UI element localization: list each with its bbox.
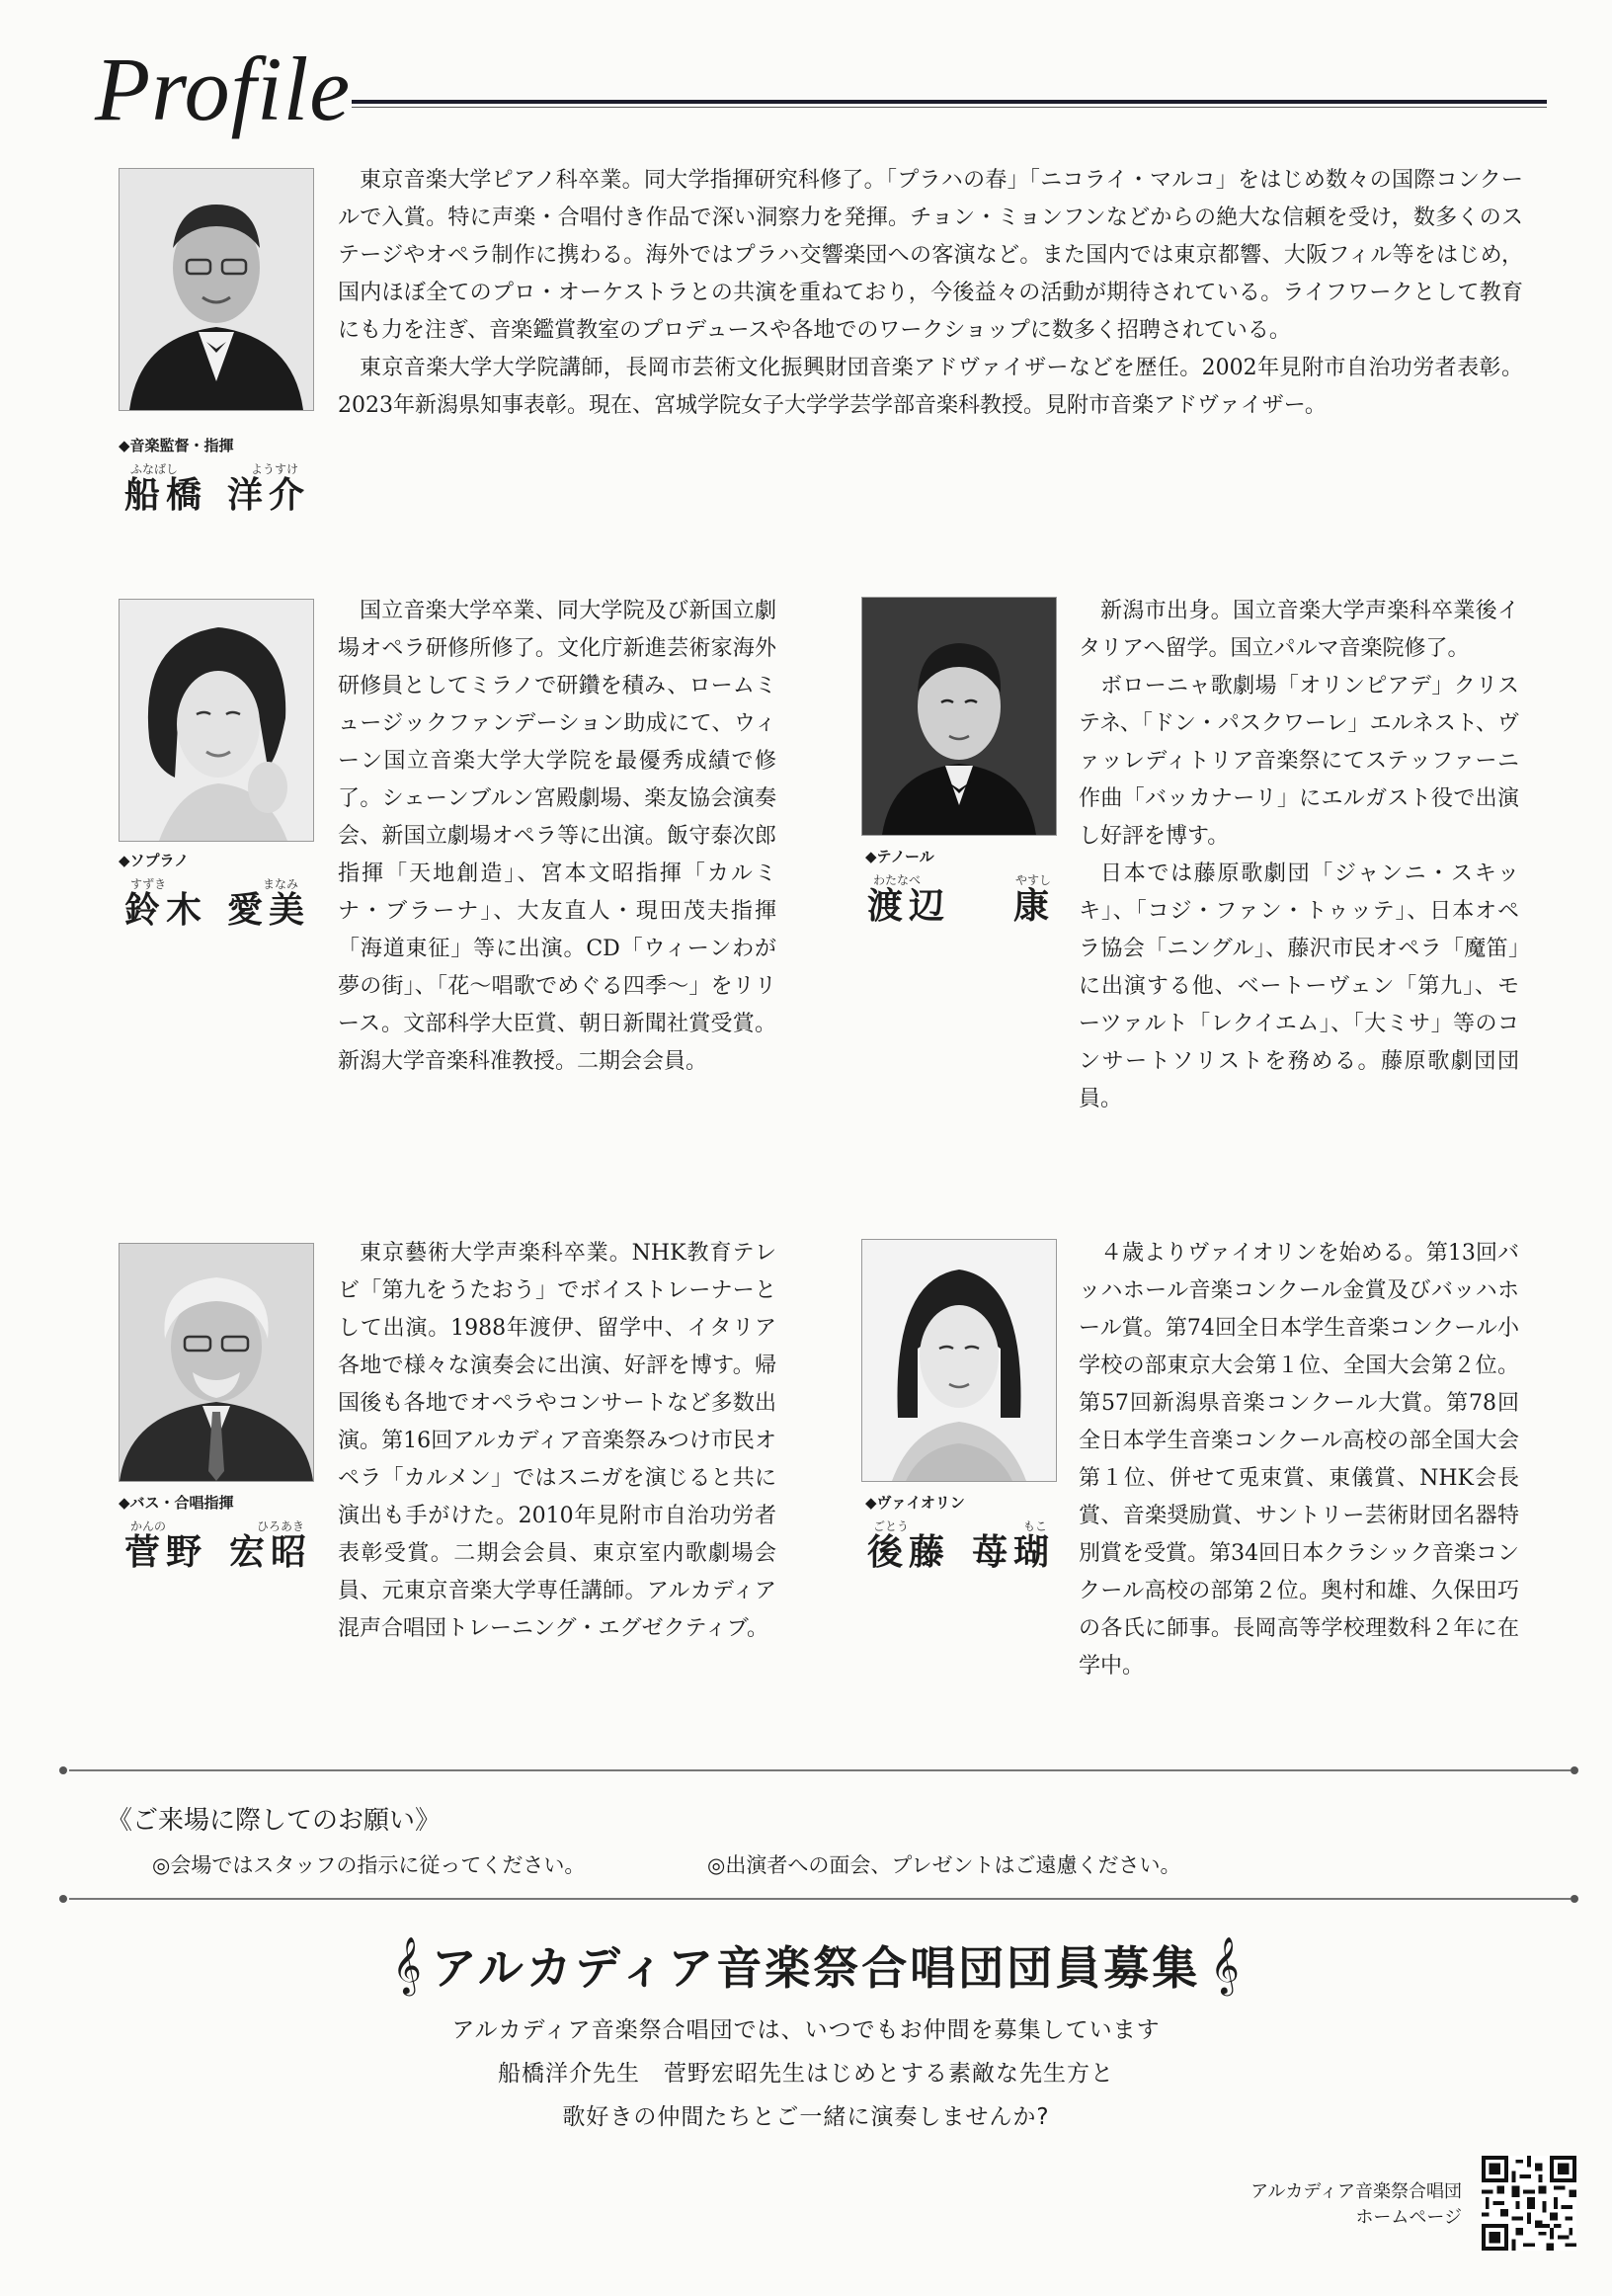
tenor-photo — [861, 597, 1057, 836]
name-given: 宏昭 — [228, 1531, 312, 1573]
notice-item: ◎会場ではスタッフの指示に従ってください。 — [152, 1853, 586, 1877]
homepage-line: アルカディア音楽祭合唱団 — [1250, 2181, 1462, 2202]
profile-bio — [338, 162, 1523, 425]
bass-photo — [119, 1243, 314, 1482]
violin-photo — [861, 1239, 1057, 1482]
divider-rule — [69, 1769, 1571, 1771]
name-given: 苺瑚 — [971, 1531, 1055, 1573]
profile-bio — [1079, 593, 1519, 1118]
profile-bio — [338, 1235, 776, 1648]
rule-dot-left — [59, 1895, 67, 1903]
ruby-family: わたなべ — [873, 873, 922, 887]
bio-paragraph: ボローニャ歌劇場「オリンピアデ」クリステネ、「ドン・パスクワーレ」エルネスト、ヴァッレディトリア音楽祭にてステッファーニ作曲「バッカナーリ」にエルガスト役で出演し好評を博す。 — [1079, 674, 1519, 849]
profile-role: ◆音楽監督・指揮 — [119, 437, 234, 454]
ruby-given: まなみ — [262, 877, 298, 891]
recruit-line: アルカディア音楽祭合唱団では、いつでもお仲間を募集しています — [451, 2017, 1161, 2043]
recruit-line: 船橋洋介先生 菅野宏昭先生はじめとする素敵な先生方と — [498, 2061, 1114, 2087]
treble-clef-icon: 𝄞 — [392, 1935, 422, 1994]
qr-code-icon[interactable] — [1482, 2156, 1576, 2251]
name-family: 渡辺 — [867, 885, 951, 927]
profile-name — [867, 887, 1055, 927]
bio-paragraph: ４歳よりヴァイオリンを始める。第13回バッハホール音楽コンクール金賞及びバッハホール賞。第74回全日本学生音楽コンクール小学校の部東京大会第１位、全国大会第２位。第57回新潟県音楽コンクール大賞。第78回全日本学生音楽コンクール高校の部全国大会第１位、併せて兎束賞、東儀賞、NHK会長賞、音楽奨励賞、サントリー芸術財団名器特別賞を受賞。第34回日本クラシック音楽コンクール高校の部第２位。奥村和雄、久保田巧の各氏に師事。長岡高等学校理数科２年に在学中。 — [1079, 1241, 1519, 1679]
divider-rule — [69, 1898, 1571, 1900]
page-title: Profile — [95, 39, 352, 139]
rule-dot-right — [1571, 1895, 1578, 1903]
recruit-heading — [292, 1932, 1339, 1998]
ruby-family: かんの — [130, 1519, 167, 1533]
bio-paragraph: 日本では藤原歌劇団「ジャンニ・スキッキ」、「コジ・ファン・トゥッテ」、日本オペラ協会「ニングル」、藤沢市民オペラ「魔笛」に出演する他、ベートーヴェン「第九」、モーツァルト「レクイエム」、「大ミサ」等のコンサートソリストを務める。藤原歌劇団団員。 — [1079, 861, 1519, 1111]
name-given: 康 — [1012, 885, 1055, 927]
name-given: 愛美 — [226, 889, 310, 931]
bio-paragraph: 東京藝術大学声楽科卒業。NHK教育テレビ「第九をうたおう」でボイストレーナーとして出演。1988年渡伊、留学中、イタリア各地で様々な演奏会に出演、好評を博す。帰国後も各地でオペラやコンサートなど多数出演。第16回アルカディア音楽祭みつけ市民オペラ「カルメン」ではスニガを演じると共に演出も手がけた。2010年見附市自治功労者表彰受賞。二期会会員、東京室内歌劇場会員、元東京音楽大学専任講師。アルカディア混声合唱団トレーニング・エグゼクティブ。 — [338, 1241, 776, 1641]
notice-item: ◎出演者への面会、プレゼントはご遠慮ください。 — [707, 1853, 1181, 1877]
name-given: 洋介 — [226, 474, 310, 516]
ruby-family: すずき — [130, 877, 167, 891]
profile-role: ◆バス・合唱指揮 — [119, 1494, 234, 1512]
profile-name — [867, 1533, 1055, 1573]
bio-paragraph: 国立音楽大学卒業、同大学院及び新国立劇場オペラ研修所修了。文化庁新進芸術家海外研修員としてミラノで研鑽を積み、ロームミュージックファンデーション助成にて、ウィーン国立音楽大学大学院を最優秀成績で修了。シェーンブルン宮殿劇場、楽友協会演奏会、新国立劇場オペラ等に出演。飯守泰次郎指揮「天地創造」、宮本文昭指揮「カルミナ・ブラーナ」、大友直人・現田茂夫指揮「海道東征」等に出演。CD「ウィーンわが夢の街」、「花～唱歌でめぐる四季～」をリリース。文部科学大臣賞、朝日新聞社賞受賞。新潟大学音楽科准教授。二期会会員。 — [338, 599, 776, 1074]
header-rule — [352, 100, 1547, 104]
profile-bio — [338, 593, 776, 1081]
ruby-given: ようすけ — [250, 462, 298, 476]
profile-name — [124, 1533, 312, 1573]
profile-role: ◆ヴァイオリン — [865, 1494, 965, 1512]
name-family: 船橋 — [124, 474, 208, 516]
rule-dot-left — [59, 1766, 67, 1774]
homepage-line: ホームページ — [1355, 2207, 1462, 2228]
homepage-caption — [1136, 2179, 1462, 2231]
profile-name — [124, 476, 310, 516]
ruby-given: ひろあき — [256, 1519, 304, 1533]
name-family: 鈴木 — [124, 889, 208, 931]
recruit-line: 歌好きの仲間たちとご一緒に演奏しませんか? — [562, 2104, 1050, 2130]
recruit-title: アルカディア音楽祭合唱団団員募集 — [431, 1941, 1201, 1995]
name-family: 後藤 — [867, 1531, 951, 1573]
ruby-given: やすし — [1014, 873, 1051, 887]
header-rule-thin — [352, 107, 1547, 108]
bio-paragraph: 東京音楽大学ピアノ科卒業。同大学指揮研究科修了。「プラハの春」「ニコライ・マルコ」をはじめ数々の国際コンクールで入賞。特に声楽・合唱付き作品で深い洞察力を発揮。チョン・ミョンフンなどからの絶大な信頼を受け，数多くのステージやオペラ制作に携わる。海外ではプラハ交響楽団への客演など。また国内では東京都響、大阪フィル等をはじめ，国内ほぼ全てのプロ・オーケストラとの共演を重ねており，今後益々の活動が期待されている。ライフワークとして教育にも力を注ぎ、音楽鑑賞教室のプロデュースや各地でのワークショップに数多く招聘されている。 — [338, 168, 1523, 343]
soprano-photo — [119, 599, 314, 842]
ruby-family: ふなばし — [130, 462, 179, 476]
profile-name — [124, 891, 310, 931]
profile-role: ◆ソプラノ — [119, 852, 190, 869]
profile-role: ◆テノール — [865, 848, 934, 865]
profile-bio — [1079, 1235, 1519, 1685]
name-family: 菅野 — [124, 1531, 208, 1573]
ruby-family: ごとう — [873, 1519, 910, 1533]
conductor-photo — [119, 168, 314, 411]
rule-dot-right — [1571, 1766, 1578, 1774]
treble-clef-icon: 𝄞 — [1210, 1935, 1240, 1994]
bio-paragraph: 新潟市出身。国立音楽大学声楽科卒業後イタリアへ留学。国立パルマ音楽院修了。 — [1079, 599, 1519, 661]
bio-paragraph: 東京音楽大学大学院講師，長岡市芸術文化振興財団音楽アドヴァイザーなどを歴任。2002年見附市自治功労者表彰。2023年新潟県知事表彰。現在、宮城学院女子大学学芸学部音楽科教授。見附市音楽アドヴァイザー。 — [338, 356, 1523, 418]
notice-title: 《ご来場に際してのお願い》 — [107, 1806, 442, 1836]
ruby-given: もこ — [1022, 1519, 1047, 1533]
